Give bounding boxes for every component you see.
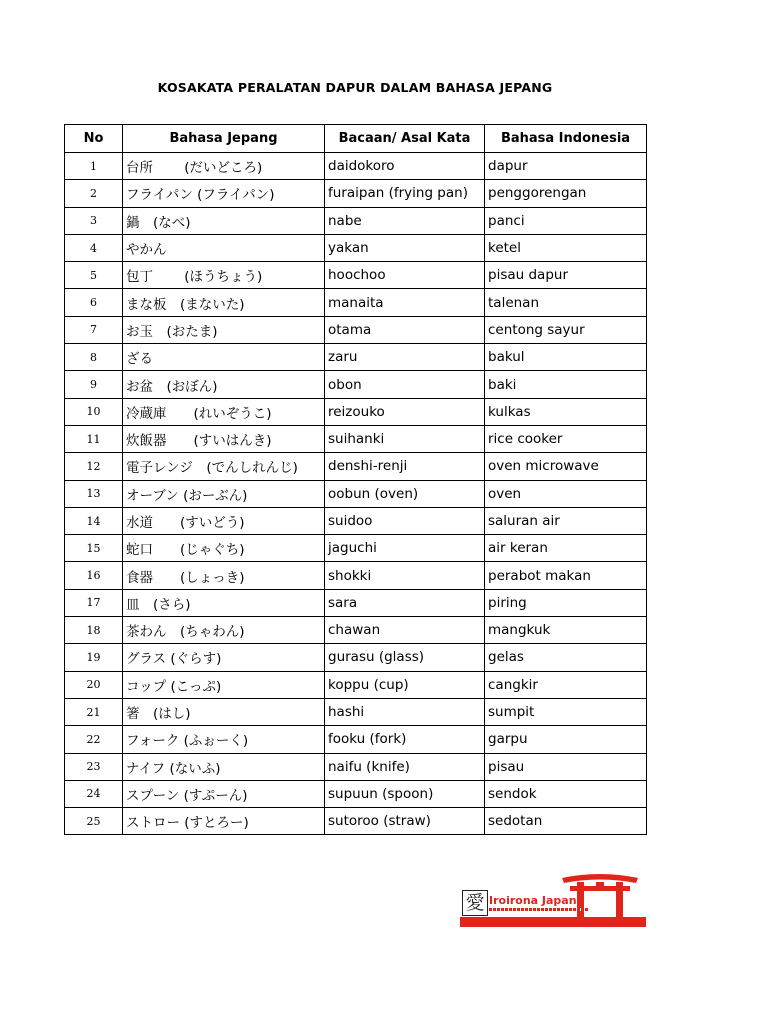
cell-bacaan: sara [325,589,485,616]
table-row [65,726,647,753]
cell-bahasa-indonesia: talenan [485,289,647,316]
cell-bacaan: supuun (spoon) [325,780,485,807]
row-number: 16 [65,562,123,589]
cell-bahasa-indonesia: kulkas [485,398,647,425]
cell-bahasa-jepang: お玉 (おたま) [123,316,325,343]
page-title: KOSAKATA PERALATAN DAPUR DALAM BAHASA JEPANG [157,80,553,95]
cell-bahasa-indonesia: oven microwave [485,453,647,480]
table-header-row [65,125,647,153]
logo-kanji: 愛 [462,890,488,916]
row-number: 13 [65,480,123,507]
cell-bahasa-indonesia: cangkir [485,671,647,698]
table-row [65,453,647,480]
cell-bahasa-indonesia: pisau dapur [485,262,647,289]
row-number: 17 [65,589,123,616]
cell-bahasa-indonesia: sedotan [485,808,647,835]
cell-bahasa-indonesia: pisau [485,753,647,780]
header-bahasa-jepang: Bahasa Jepang [123,125,325,153]
cell-bahasa-jepang: 鍋 (なべ) [123,207,325,234]
cell-bacaan: jaguchi [325,535,485,562]
table-row [65,644,647,671]
table-row [65,535,647,562]
cell-bacaan: manaita [325,289,485,316]
table-row [65,262,647,289]
row-number: 24 [65,780,123,807]
cell-bahasa-indonesia: saluran air [485,507,647,534]
cell-bahasa-jepang: ストロー (すとろー) [123,808,325,835]
row-number: 1 [65,153,123,180]
row-number: 25 [65,808,123,835]
table-row [65,180,647,207]
cell-bacaan: gurasu (glass) [325,644,485,671]
row-number: 8 [65,344,123,371]
row-number: 19 [65,644,123,671]
cell-bahasa-jepang: 電子レンジ (でんしれんじ) [123,453,325,480]
cell-bahasa-jepang: 包丁 (ほうちょう) [123,262,325,289]
cell-bahasa-jepang: スプーン (すぷーん) [123,780,325,807]
cell-bahasa-indonesia: sumpit [485,698,647,725]
cell-bahasa-jepang: 皿 (さら) [123,589,325,616]
cell-bahasa-jepang: まな板 (まないた) [123,289,325,316]
cell-bahasa-indonesia: piring [485,589,647,616]
vocabulary-table [64,124,647,835]
table-row [65,671,647,698]
cell-bacaan: reizouko [325,398,485,425]
cell-bahasa-indonesia: ketel [485,234,647,261]
row-number: 2 [65,180,123,207]
table-row [65,371,647,398]
cell-bahasa-indonesia: mangkuk [485,617,647,644]
cell-bahasa-jepang: コップ (こっぷ) [123,671,325,698]
cell-bacaan: oobun (oven) [325,480,485,507]
cell-bacaan: hashi [325,698,485,725]
cell-bahasa-indonesia: dapur [485,153,647,180]
cell-bacaan: otama [325,316,485,343]
cell-bahasa-jepang: 蛇口 (じゃぐち) [123,535,325,562]
table-row [65,589,647,616]
row-number: 4 [65,234,123,261]
cell-bacaan: daidokoro [325,153,485,180]
iroirona-japan-logo [460,866,646,927]
cell-bacaan: nabe [325,207,485,234]
row-number: 22 [65,726,123,753]
table-row [65,507,647,534]
cell-bacaan: zaru [325,344,485,371]
cell-bacaan: chawan [325,617,485,644]
cell-bahasa-jepang: 茶わん (ちゃわん) [123,617,325,644]
cell-bahasa-indonesia: sendok [485,780,647,807]
row-number: 15 [65,535,123,562]
cell-bahasa-indonesia: panci [485,207,647,234]
cell-bahasa-jepang: 食器 (しょっき) [123,562,325,589]
row-number: 10 [65,398,123,425]
table-row [65,562,647,589]
cell-bacaan: suihanki [325,425,485,452]
row-number: 21 [65,698,123,725]
logo-tagline-strip [489,908,589,911]
table-row [65,808,647,835]
cell-bahasa-jepang: フォーク (ふぉーく) [123,726,325,753]
cell-bahasa-indonesia: air keran [485,535,647,562]
cell-bahasa-jepang: お盆 (おぼん) [123,371,325,398]
table-body [65,153,647,835]
cell-bahasa-jepang: やかん [123,234,325,261]
table-row [65,425,647,452]
cell-bacaan: furaipan (frying pan) [325,180,485,207]
cell-bahasa-jepang: ざる [123,344,325,371]
cell-bacaan: hoochoo [325,262,485,289]
row-number: 20 [65,671,123,698]
cell-bahasa-indonesia: perabot makan [485,562,647,589]
row-number: 5 [65,262,123,289]
cell-bacaan: fooku (fork) [325,726,485,753]
row-number: 14 [65,507,123,534]
row-number: 23 [65,753,123,780]
cell-bacaan: obon [325,371,485,398]
cell-bahasa-indonesia: centong sayur [485,316,647,343]
cell-bacaan: naifu (knife) [325,753,485,780]
table-row [65,753,647,780]
row-number: 11 [65,425,123,452]
table-row [65,316,647,343]
cell-bacaan: yakan [325,234,485,261]
table-row [65,617,647,644]
cell-bahasa-jepang: 炊飯器 (すいはんき) [123,425,325,452]
table-row [65,398,647,425]
row-number: 6 [65,289,123,316]
cell-bahasa-jepang: オーブン (おーぶん) [123,480,325,507]
cell-bahasa-indonesia: oven [485,480,647,507]
cell-bacaan: shokki [325,562,485,589]
cell-bahasa-jepang: 冷蔵庫 (れいぞうこ) [123,398,325,425]
row-number: 18 [65,617,123,644]
table-row [65,698,647,725]
table-row [65,480,647,507]
table-row [65,780,647,807]
table-row [65,289,647,316]
cell-bahasa-jepang: フライパン (フライパン) [123,180,325,207]
row-number: 3 [65,207,123,234]
cell-bahasa-indonesia: baki [485,371,647,398]
cell-bahasa-jepang: 水道 (すいどう) [123,507,325,534]
header-no: No [65,125,123,153]
logo-brand-name: Iroirona Japan [489,894,577,907]
cell-bacaan: sutoroo (straw) [325,808,485,835]
header-bahasa-indonesia: Bahasa Indonesia [485,125,647,153]
row-number: 7 [65,316,123,343]
table-row [65,207,647,234]
header-bacaan: Bacaan/ Asal Kata [325,125,485,153]
table-row [65,153,647,180]
cell-bahasa-indonesia: gelas [485,644,647,671]
cell-bahasa-indonesia: penggorengan [485,180,647,207]
cell-bahasa-indonesia: garpu [485,726,647,753]
cell-bahasa-jepang: ナイフ (ないふ) [123,753,325,780]
cell-bahasa-jepang: グラス (ぐらす) [123,644,325,671]
cell-bahasa-indonesia: rice cooker [485,425,647,452]
cell-bahasa-jepang: 箸 (はし) [123,698,325,725]
row-number: 9 [65,371,123,398]
cell-bacaan: koppu (cup) [325,671,485,698]
cell-bahasa-jepang: 台所 (だいどころ) [123,153,325,180]
row-number: 12 [65,453,123,480]
table-row [65,234,647,261]
cell-bacaan: denshi-renji [325,453,485,480]
cell-bacaan: suidoo [325,507,485,534]
cell-bahasa-indonesia: bakul [485,344,647,371]
table-row [65,344,647,371]
